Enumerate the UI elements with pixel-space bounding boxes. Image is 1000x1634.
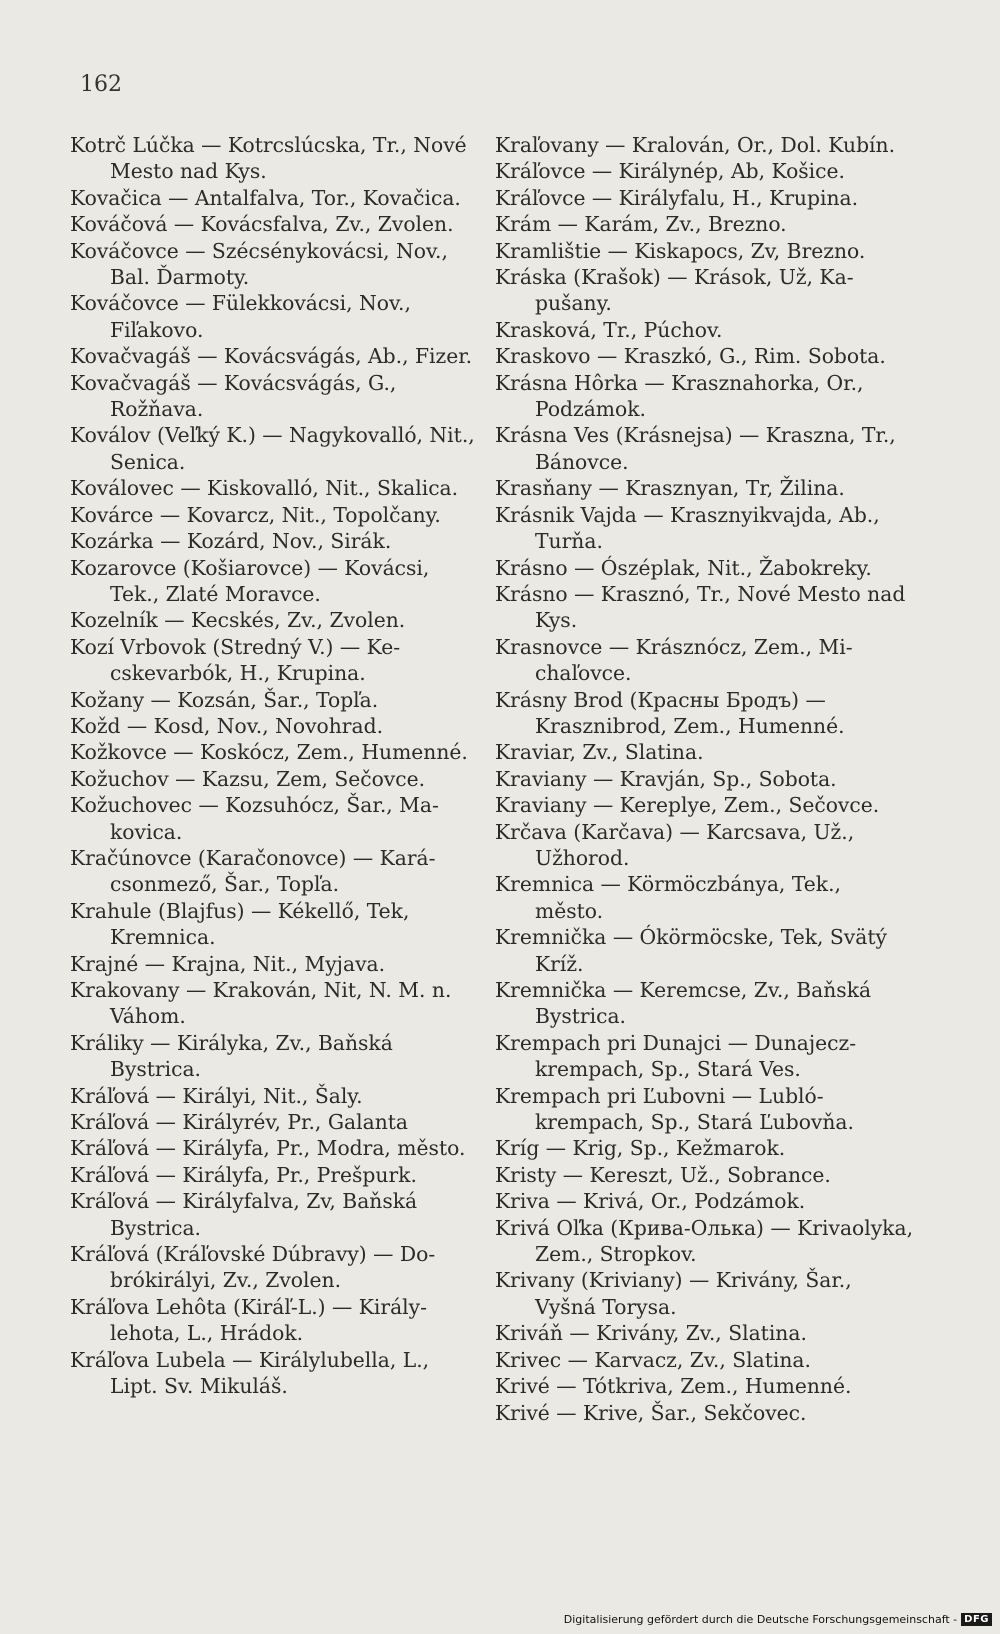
gazetteer-entry: Kozí Vrbovok (Stredný V.) — Kecskevarbók, H., Krupina. (70, 634, 401, 686)
gazetteer-entry: Kovačica — Antalfalva, Tor., Kovačica. (70, 185, 461, 210)
gazetteer-entry: Kriváň — Krivány, Zv., Slatina. (495, 1321, 807, 1346)
gazetteer-entry: Krempach pri Dunajci — Dunajeczkrempach, Sp., Stará Ves. (495, 1030, 857, 1082)
gazetteer-entry: Krásno — Ószéplak, Nit., Žabokreky. (495, 555, 872, 580)
gazetteer-entry: Kráľova Lehôta (Kiráľ-L.) — Királylehota, L., Hrádok. (70, 1294, 427, 1346)
gazetteer-entry: Krivec — Karvacz, Zv., Slatina. (495, 1347, 811, 1372)
gazetteer-entry: Kováčovce — Szécsénykovácsi, Nov., Bal. Ďarmoty. (70, 238, 448, 290)
gazetteer-entry: Kožkovce — Koskócz, Zem., Humenné. (70, 740, 468, 765)
gazetteer-entry: Kraľovany — Kralován, Or., Dol. Kubín. (495, 133, 896, 157)
gazetteer-entry: Krajné — Krajna, Nit., Myjava. (70, 951, 386, 976)
gazetteer-entry: Kožuchovec — Kozsuhócz, Šar., Makovica. (70, 793, 439, 844)
gazetteer-entry: Kováčovce — Fülekkovácsi, Nov., Fiľakovo. (70, 291, 411, 342)
footer-attribution (564, 1613, 992, 1626)
gazetteer-entry: Kramlištie — Kiskapocs, Zv, Brezno. (495, 238, 866, 263)
gazetteer-entry: Kozelník — Kecskés, Zv., Zvolen. (70, 608, 406, 633)
gazetteer-entry: Králiky — Királyka, Zv., Baňská Bystrica. (70, 1030, 393, 1082)
gazetteer-entry: Kraviany — Kereplye, Zem., Sečovce. (495, 793, 880, 818)
gazetteer-entry: Krásna Hôrka — Krasznahorka, Or., Podzámok. (495, 370, 864, 422)
gazetteer-entry: Koválov (Veľký K.) — Nagykovalló, Nit., Senica. (70, 423, 475, 474)
gazetteer-entry: Kremnica — Körmöczbánya, Tek., město. (495, 872, 841, 923)
gazetteer-entry: Kraviar, Zv., Slatina. (495, 740, 704, 765)
gazetteer-entry: Kriva — Krivá, Or., Podzámok. (495, 1189, 806, 1214)
gazetteer-entry: Kríg — Krig, Sp., Kežmarok. (495, 1136, 786, 1161)
gazetteer-entry: Krakovany — Krakován, Nit, N. M. n. Váhom. (70, 978, 452, 1029)
gazetteer-entry: Krahule (Blajfus) — Kékellő, Tek, Kremnica. (70, 898, 410, 950)
gazetteer-entry: Kotrč Lúčka — Kotrcslúcska, Tr., Nové Mesto nad Kys. (70, 133, 467, 184)
gazetteer-entry: Krasňany — Krasznyan, Tr, Žilina. (495, 476, 845, 501)
footer-text: Digitalisierung gefördert durch die Deutsche Forschungsgemeinschaft - (563, 1613, 958, 1626)
gazetteer-entry: Kremnička — Keremcse, Zv., Baňská Bystrica. (495, 978, 872, 1029)
gazetteer-entry: Krásno — Krasznó, Tr., Nové Mesto nad Kys. (495, 581, 906, 633)
gazetteer-entry: Krasnovce — Krásznócz, Zem., Michaľovce. (495, 634, 853, 686)
gazetteer-entry: Krivá Oľka (Крива-Олька) — Krivaolyka, Zem., Stropkov. (495, 1215, 914, 1267)
gazetteer-entry: Kožuchov — Kazsu, Zem, Sečovce. (70, 766, 426, 791)
gazetteer-entry: Kráľová — Királyfa, Pr., Modra, město. (70, 1136, 466, 1161)
gazetteer-entry: Krivé — Tótkriva, Zem., Humenné. (495, 1374, 852, 1399)
page-number: 162 (80, 72, 122, 97)
dfg-logo: DFG (961, 1613, 992, 1626)
gazetteer-entry: Kozárka — Kozárd, Nov., Sirák. (70, 529, 392, 554)
gazetteer-entry: Kovárce — Kovarcz, Nit., Topolčany. (70, 502, 441, 527)
gazetteer-entry: Krásnik Vajda — Krasznyikvajda, Ab., Turňa. (495, 502, 880, 554)
gazetteer-entry: Krám — Karám, Zv., Brezno. (495, 212, 787, 237)
gazetteer-entry: Kožany — Kozsán, Šar., Topľa. (70, 687, 379, 712)
gazetteer-entry: Kráľova Lubela — Királylubella, L., Lipt. Sv. Mikuláš. (70, 1347, 430, 1399)
gazetteer-entry: Kráska (Krašok) — Krások, Už, Kapušany. (495, 265, 854, 316)
gazetteer-entry: Kraskovo — Kraszkó, G., Rim. Sobota. (495, 344, 886, 369)
gazetteer-entry: Krivé — Krive, Šar., Sekčovec. (495, 1400, 807, 1425)
right-column (495, 132, 915, 1426)
gazetteer-entry: Kremnička — Ókörmöcske, Tek, Svätý Kríž. (495, 925, 887, 976)
gazetteer-entry: Kožd — Kosd, Nov., Novohrad. (70, 713, 384, 738)
left-column (70, 132, 475, 1400)
gazetteer-entry: Kráľová — Királyfalva, Zv, Baňská Bystrica. (70, 1189, 418, 1240)
gazetteer-entry: Koválovec — Kiskovalló, Nit., Skalica. (70, 476, 459, 501)
gazetteer-entry: Kráľová — Királyi, Nit., Šaly. (70, 1083, 363, 1108)
gazetteer-entry: Kristy — Kereszt, Už., Sobrance. (495, 1162, 831, 1187)
gazetteer-entry: Kovačvagáš — Kovácsvágás, Ab., Fizer. (70, 344, 473, 369)
gazetteer-entry: Krivany (Kriviany) — Krivány, Šar., Vyšná Torysa. (495, 1268, 852, 1319)
gazetteer-entry: Kozarovce (Košiarovce) — Kovácsi, Tek., Zlaté Moravce. (70, 555, 430, 606)
gazetteer-entry: Kováčová — Kovácsfalva, Zv., Zvolen. (70, 212, 454, 237)
gazetteer-entry: Kráľová — Királyrév, Pr., Galanta (70, 1110, 408, 1135)
gazetteer-entry: Kračúnovce (Karačonovce) — Karácsonmező, Šar., Topľa. (70, 845, 436, 897)
gazetteer-entry: Kovačvagáš — Kovácsvágás, G., Rožňava. (70, 370, 397, 422)
gazetteer-entry: Krásna Ves (Krásnejsa) — Kraszna, Tr., Bánovce. (495, 423, 896, 474)
gazetteer-entry: Krčava (Karčava) — Karcsava, Už., Užhorod. (495, 819, 855, 870)
gazetteer-entry: Krásny Brod (Красны Бродъ) — Krasznibrod, Zem., Humenné. (495, 687, 845, 738)
gazetteer-entry: Kraviany — Kravján, Sp., Sobota. (495, 766, 837, 791)
gazetteer-entry: Krempach pri Ľubovni — Lublókrempach, Sp., Stará Ľubovňa. (495, 1083, 854, 1135)
gazetteer-entry: Kráľová (Kráľovské Dúbravy) — Dobrókirályi, Zv., Zvolen. (70, 1242, 436, 1293)
gazetteer-entry: Krasková, Tr., Púchov. (495, 317, 723, 342)
gazetteer-entry: Kráľovce — Királyfalu, H., Krupina. (495, 185, 859, 210)
gazetteer-entry: Kráľovce — Királynép, Ab, Košice. (495, 159, 845, 184)
gazetteer-entry: Kráľová — Királyfa, Pr., Prešpurk. (70, 1162, 417, 1187)
